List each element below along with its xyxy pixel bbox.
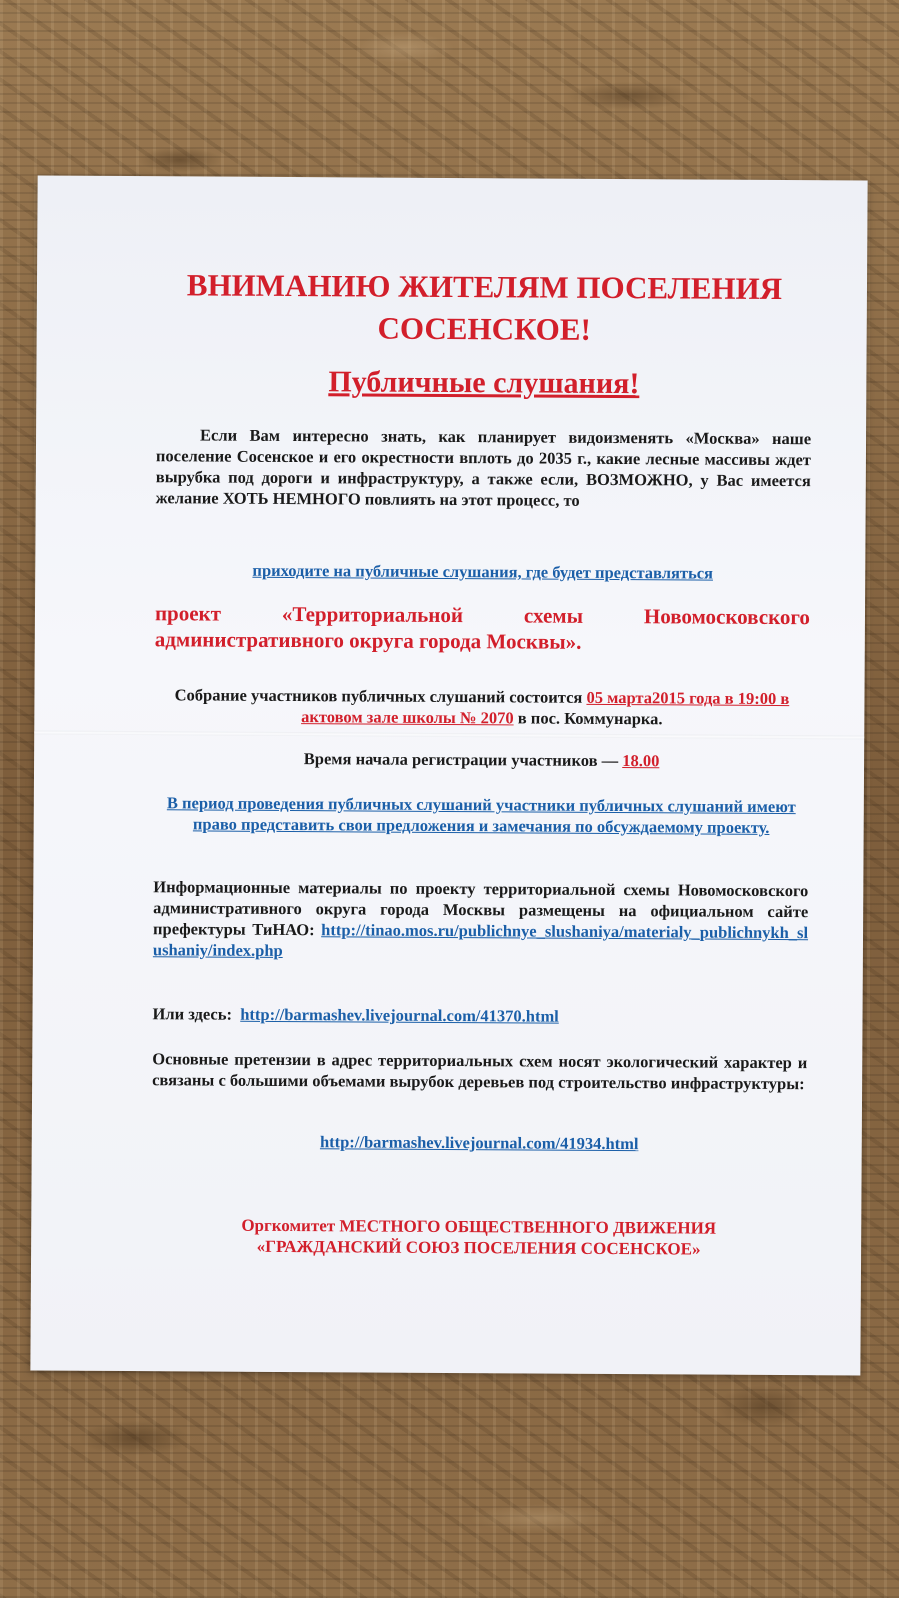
period-note: В период проведения публичных слушаний участники публичных слушаний имеют право представить свои предложения и замечания по обсуждаемому проекту. xyxy=(166,793,796,837)
registration-time: 18.00 xyxy=(622,751,660,771)
claims-url-link[interactable]: http://barmashev.livejournal.com/41934.html xyxy=(319,1132,639,1154)
registration-line xyxy=(154,748,809,772)
meeting-suffix: в пос. Коммунарка. xyxy=(517,708,663,729)
paper-fold xyxy=(34,730,864,739)
invite-line: приходите на публичные слушания, где будет представляться xyxy=(252,560,714,583)
notice-title: ВНИМАНИЮ ЖИТЕЛЯМ ПОСЕЛЕНИЯ СОСЕНСКОЕ! xyxy=(186,267,783,347)
info-url-link[interactable]: http://tinao.mos.ru/publichnye_slushaniya/materialy_publichnykh_slushaniy/index.php xyxy=(152,920,809,960)
meeting-datetime: 05 марта2015 года в 19:00 в актовом зале школы № 2070 xyxy=(301,687,790,728)
notice-subtitle: Публичные слушания! xyxy=(328,365,640,401)
here-line xyxy=(152,1004,807,1028)
organizer-line-2: «ГРАЖДАНСКИЙ СОЮЗ ПОСЕЛЕНИЯ СОСЕНСКОЕ» xyxy=(256,1236,701,1259)
info-text: Информационные материалы по проекту территориальной схемы Новомосковского административного округа города Москвы размещены на официальном сайте префектуры ТиНАО: xyxy=(153,877,809,940)
organizer-signature xyxy=(151,1214,806,1260)
organizer-line-1: Оргкомитет МЕСТНОГО ОБЩЕСТВЕННОГО ДВИЖЕНИЯ xyxy=(241,1215,717,1238)
notice-paper xyxy=(30,175,867,1375)
meeting-paragraph xyxy=(154,684,809,730)
info-paragraph xyxy=(153,876,809,964)
meeting-prefix: Собрание участников публичных слушаний состоится xyxy=(174,685,583,707)
here-label: Или здесь: xyxy=(152,1004,233,1024)
claims-paragraph: Основные претензии в адрес территориальных схем носят экологический характер и связаны с большими объемами вырубок деревьев под строительство инфраструктуры: xyxy=(152,1049,808,1094)
claims-url-line xyxy=(152,1131,807,1155)
here-url-link[interactable]: http://barmashev.livejournal.com/41370.html xyxy=(240,1004,559,1026)
intro-paragraph: Если Вам интересно знать, как планирует видоизменять «Москва» наше поселение Сосенское и его окрестности вплоть до 2035 г., какие лесные массивы ждет вырубка под дороги и инфраструктуру, а также если, ВОЗМОЖНО, у Вас имеется желание ХОТЬ НЕМНОГО повлиять на этот процесс, то xyxy=(155,425,812,510)
registration-label: Время начала регистрации участников — xyxy=(303,749,619,771)
project-title: проект «Территориальной схемы Новомосковского административного округа города Москвы». xyxy=(154,601,811,654)
